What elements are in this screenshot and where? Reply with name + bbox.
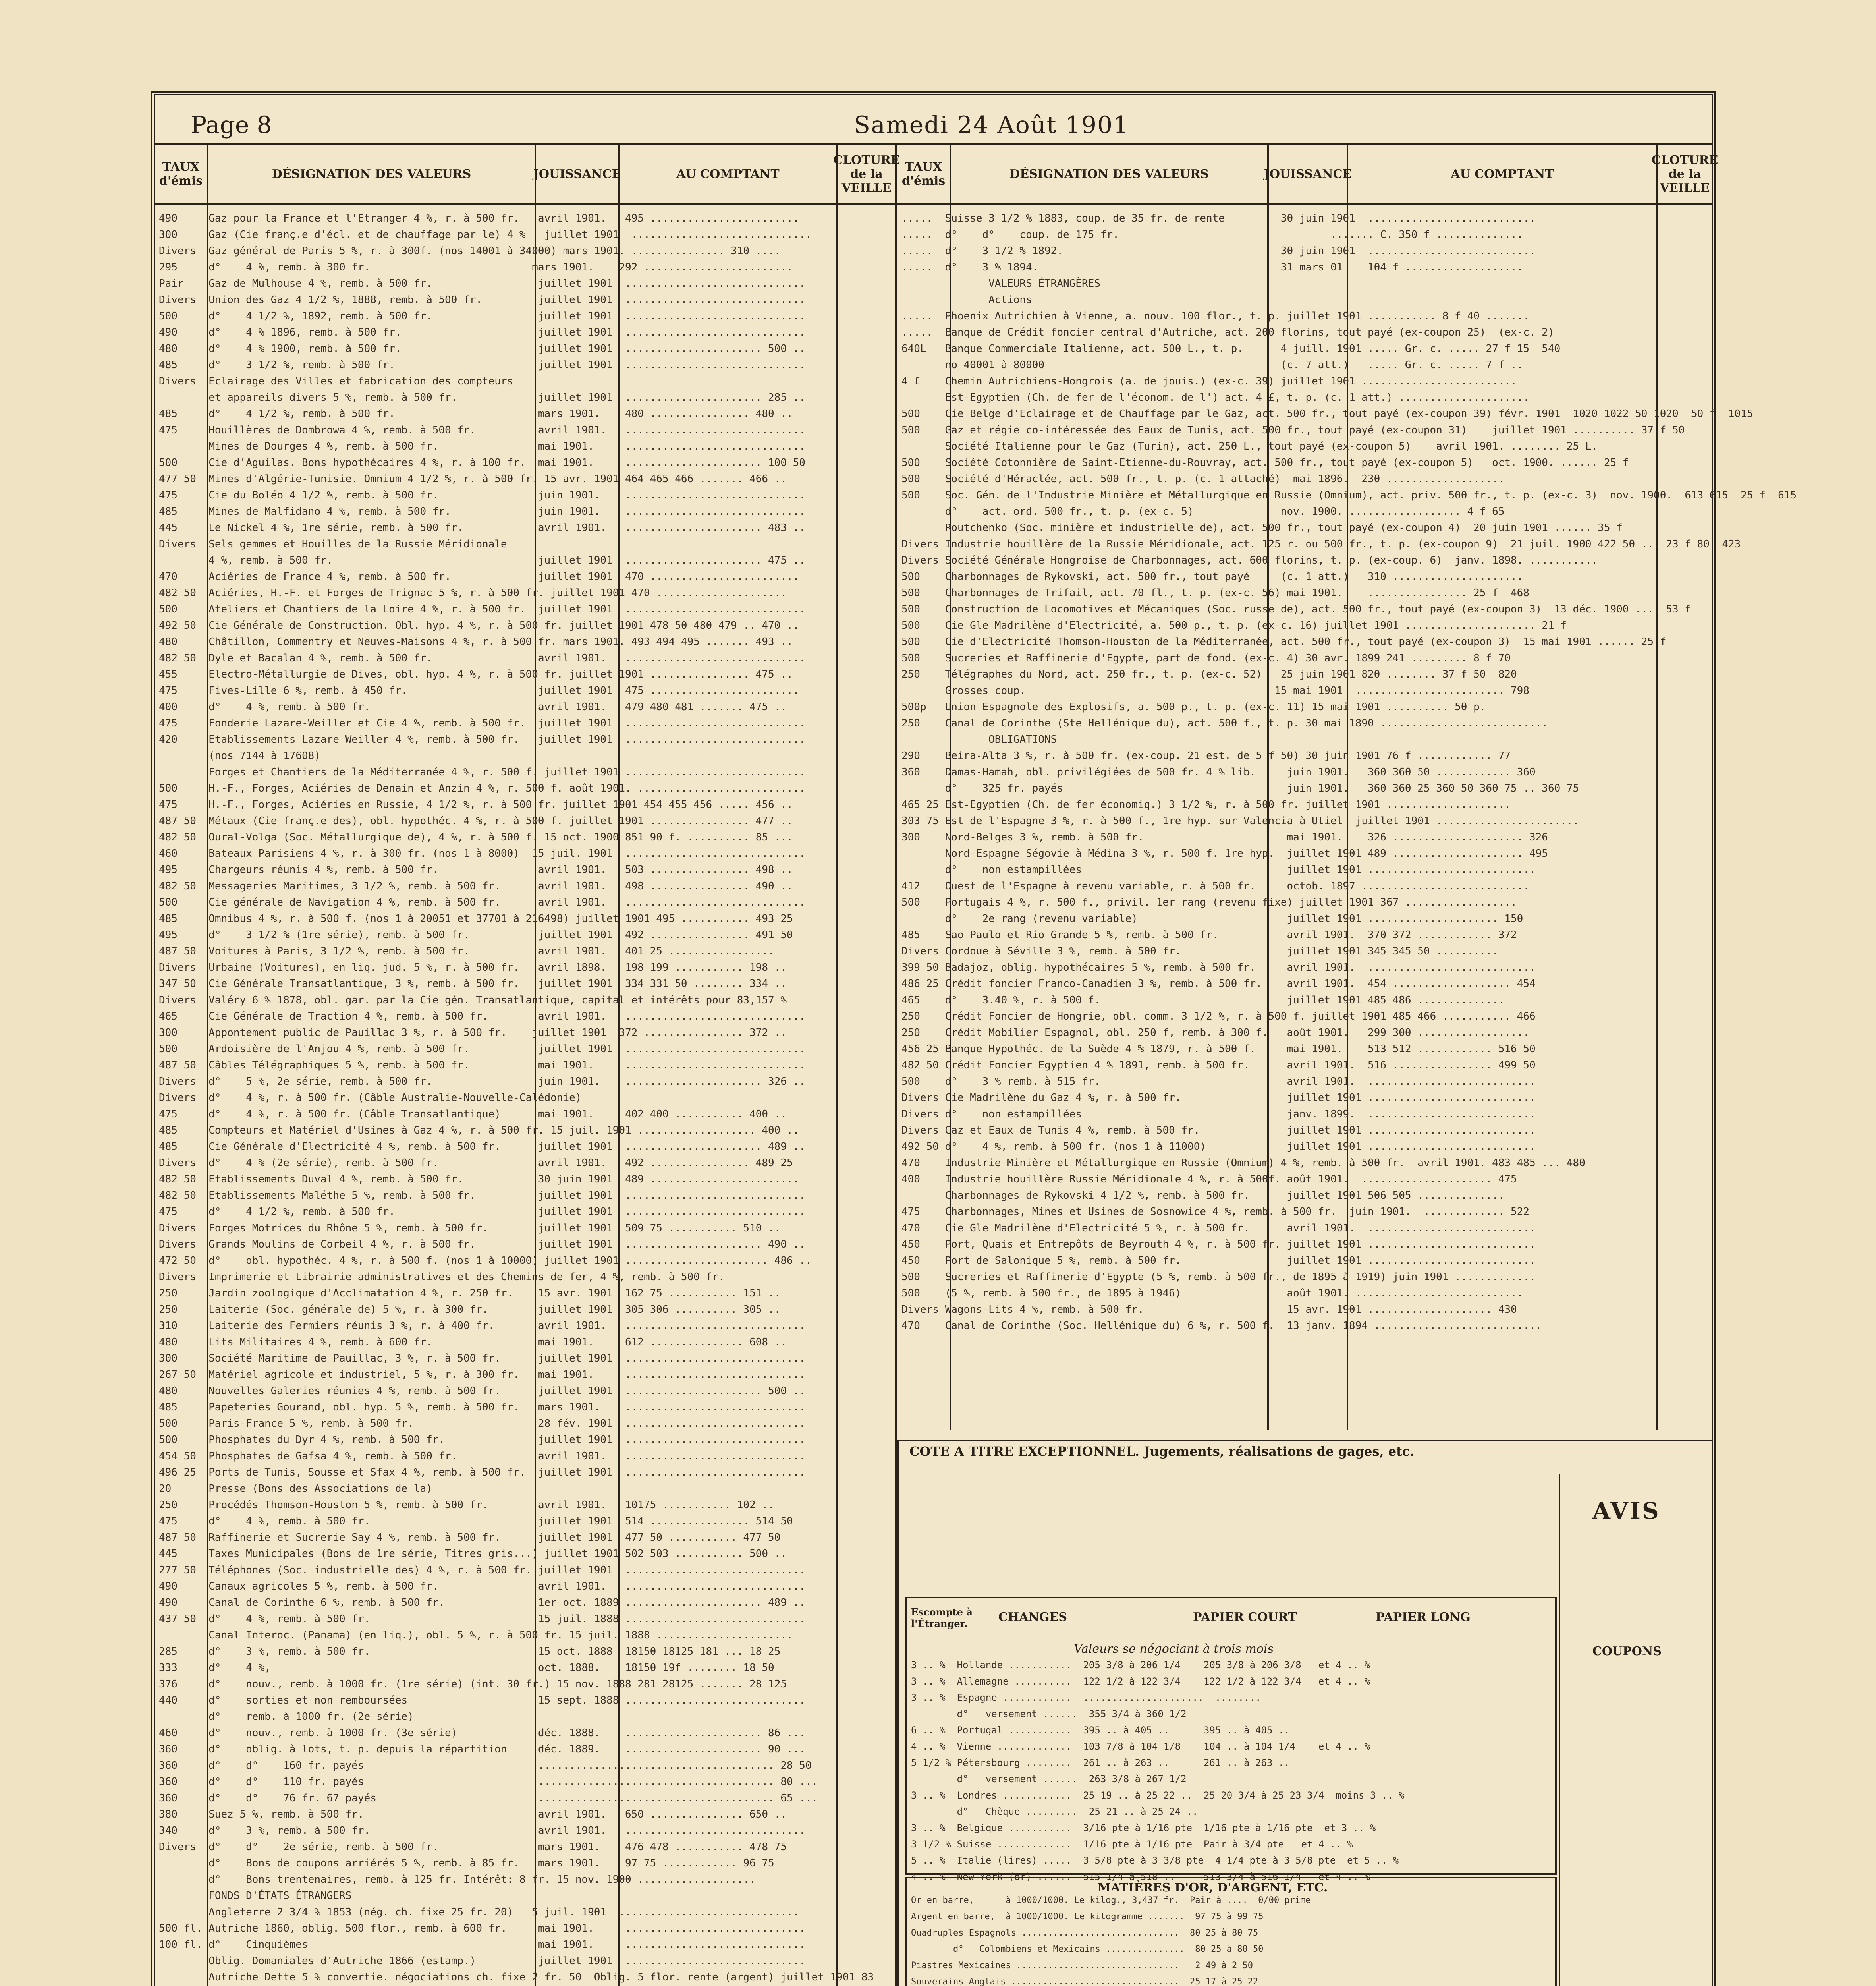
table-row: Divers d° 5 %, 2e série, remb. à 500 fr. juin 1901. ...................... 326 .. [159,1076,805,1088]
table-row: 487 50 Métaux (Cie franç.e des), obl. hypothéc. 4 %, r. à 500 f. juillet 1901 ................ 477 .. [159,815,793,827]
table-row: 640L Banque Commerciale Italienne, act. 500 L., t. p. 4 juill. 1901 ..... Gr. c. ..... 27 f 15 540 [901,343,1561,355]
table-row: 100 fl. d° Cinquièmes mai 1901. ............................. [159,1939,805,1951]
table-row: Pair Gaz de Mulhouse 4 %, remb. à 500 fr. juillet 1901 ............................. [159,278,805,290]
right-table-rows [901,211,1797,1434]
table-row: 500 Portugais 4 %, r. 500 f., privil. 1er rang (revenu fixe) juillet 1901 367 .................. [901,896,1517,908]
table-row: 400 d° 4 %, remb. à 500 fr. avril 1901. 479 480 481 ....... 475 .. [159,701,787,713]
table-row: 347 50 Cie Générale Transatlantique, 3 %, remb. à 500 fr. juillet 1901 334 331 50 ........ 334 .. [159,978,787,990]
matieres-title: MATIÈRES D'OR, D'ARGENT, ETC. [1098,1881,1328,1895]
table-row: 250 Canal de Corinthe (Ste Hellénique du), act. 500 f., t. p. 30 mai 1890 ........................... [901,717,1548,729]
table-row: Divers d° 4 %, r. à 500 fr. (Câble Australie-Nouvelle-Calédonie) [159,1092,582,1104]
changes-subtitle-3mois: Valeurs se négociant à trois mois [1074,1642,1274,1656]
table-row: 3 .. % Espagne ............ ..................... ........ [911,1692,1324,1703]
table-row: 310 Laiterie des Fermiers réunis 3 %, r. à 400 fr. avril 1901. ............................. [159,1320,805,1332]
table-row: d° 325 fr. payés juin 1901. 360 360 25 360 50 360 75 .. 360 75 [901,782,1579,794]
changes-col-court: PAPIER COURT [1193,1610,1297,1624]
table-row: 500 Phosphates du Dyr 4 %, remb. à 500 fr. juillet 1901 ............................. [159,1434,805,1446]
table-row: 4 .. % Vienne ............. 103 7/8 à 104 1/8 104 .. à 104 1/4 et 4 .. % [911,1741,1370,1752]
right-col-comptant: AU COMPTANT [1348,145,1658,205]
right-col-designation: DÉSIGNATION DES VALEURS [951,145,1269,205]
table-row: 500 Charbonnages de Trifail, act. 70 fl., t. p. (ex-c. 56) mai 1901. ................ 25 f 468 [901,587,1529,599]
table-row: 450 Port de Salonique 5 %, remb. à 500 fr. juillet 1901 ........................... [901,1255,1536,1267]
table-row: d° non estampillées juillet 1901 ........................... [901,864,1536,876]
table-row: Divers Industrie houillère de la Russie Méridionale, act. 125 r. ou 500 fr., t. p. (ex-coupon 9) 21 juil. 1900 422 50 ... 23 f 80 423 [901,538,1741,550]
table-row: 475 Cie du Boléo 4 1/2 %, remb. à 500 fr. juin 1901. ............................. [159,489,805,501]
changes-col-long: PAPIER LONG [1376,1610,1471,1624]
table-row: 480 d° 4 % 1900, remb. à 500 fr. juillet 1901 ...................... 500 .. [159,343,805,355]
table-row: 500 Charbonnages de Rykovski, act. 500 fr., tout payé (c. 1 att.) 310 ..................... [901,571,1523,583]
table-row: 470 Cie Gle Madrilène d'Electricité 5 %, r. à 500 fr. avril 1901. ........................... [901,1222,1536,1234]
table-row: 460 Bateaux Parisiens 4 %, r. à 300 fr. (nos 1 à 8000) 15 juil. 1901 ............................. [159,848,805,860]
table-row: 475 d° 4 %, remb. à 500 fr. juillet 1901 514 ................ 514 50 [159,1515,793,1527]
table-row: 495 Chargeurs réunis 4 %, remb. à 500 fr. avril 1901. 503 ................ 498 .. [159,864,793,876]
table-row: 4 %, remb. à 500 fr. juillet 1901 ...................... 475 .. [159,554,805,566]
table-row: Forges et Chantiers de la Méditerranée 4 %, r. 500 f. juillet 1901 ............................. [159,766,805,778]
table-row: ..... Suisse 3 1/2 % 1883, coup. de 35 fr. de rente 30 juin 1901 ........................... [901,213,1536,224]
page-date: Samedi 24 Août 1901 [854,111,1129,139]
table-row: Canal Interoc. (Panama) (en liq.), obl. 5 %, r. à 500 fr. 15 juil. 1888 ...................... [159,1629,793,1641]
table-row: Divers d° d° 2e série, remb. à 500 fr. mars 1901. 476 478 ........... 478 75 [159,1841,787,1853]
table-row: 455 Electro-Métallurgie de Dives, obl. hyp. 4 %, r. à 500 fr. juillet 1901 ................ 475 .. [159,668,793,680]
table-row: 472 50 d° obl. hypothéc. 4 %, r. à 500 f. (nos 1 à 10000) juillet 1901 ....................... 486 .. [159,1255,812,1267]
left-col-comptant: AU COMPTANT [620,145,838,205]
table-row: 475 Houillères de Dombrowa 4 %, remb. à 500 fr. avril 1901. ............................. [159,424,805,436]
table-row: 300 Nord-Belges 3 %, remb. à 500 fr. mai 1901. 326 ..................... 326 [901,831,1548,843]
table-row: 500 Ateliers et Chantiers de la Loire 4 %, r. à 500 fr. juillet 1901 ............................. [159,603,805,615]
table-row: 500 d° 4 1/2 %, 1892, remb. à 500 fr. juillet 1901 ............................. [159,310,805,322]
table-row: d° Bons de coupons arriérés 5 %, remb. à 85 fr. mars 1901. 97 75 ............ 96 75 [159,1857,774,1869]
table-row: Oblig. Domaniales d'Autriche 1866 (estamp.) juillet 1901 ............................. [159,1955,805,1967]
table-row: 445 Taxes Municipales (Bons de 1re série, Titres gris...) juillet 1901 502 503 ........... 500 .. [159,1548,787,1560]
table-row: 470 Industrie Minière et Métallurgique en Russie (Omnium) 4 %, remb. à 500 fr. avril 1901. 483 485 ... 480 [901,1157,1585,1169]
table-row: ..... d° d° coup. de 175 fr. ....... C. 350 f .............. [901,229,1523,241]
table-row: Charbonnages de Rykovski 4 1/2 %, remb. à 500 fr. juillet 1901 506 505 .............. [901,1190,1505,1202]
table-row: 500 Cie générale de Navigation 4 %, remb. à 500 fr. avril 1901. ............................. [159,896,805,908]
table-row: 290 Beira-Alta 3 %, r. à 500 fr. (ex-coup. 21 est. de 5 f 50) 30 juin 1901 76 f ............ 77 [901,750,1511,762]
table-row: Est-Egyptien (Ch. de fer de l'économ. de l') act. 4 £, t. p. (c. 1 att.) ..................... [901,392,1529,404]
table-row: 482 50 Messageries Maritimes, 3 1/2 %, remb. à 500 fr. avril 1901. 498 ................ 490 .. [159,880,793,892]
table-row: 300 Appontement public de Pauillac 3 %, r. à 500 fr. juillet 1901 372 ................ 372 .. [159,1027,787,1039]
table-row: 4 .. % New-York (or) ...... 515 1/4 à 518 .. 513 3/4 à 516 1/4 et 4 .. % [911,1871,1370,1882]
table-row: (nos 7144 à 17608) [159,750,538,762]
table-row: 487 50 Voitures à Paris, 3 1/2 %, remb. à 500 fr. avril 1901. 401 25 ................. [159,945,774,957]
table-row: 496 25 Ports de Tunis, Sousse et Sfax 4 %, remb. à 500 fr. juillet 1901 ............................. [159,1466,805,1478]
table-row: 500 Construction de Locomotives et Mécaniques (Soc. russe de), act. 500 fr., tout payé (ex-coupon 3) 13 déc. 1900 .... 53 f [901,603,1691,615]
table-row: 3 .. % Hollande ........... 205 3/8 à 206 1/4 205 3/8 à 206 3/8 et 4 .. % [911,1660,1370,1671]
table-row: Actions [901,294,1032,306]
table-row: 500 Paris-France 5 %, remb. à 500 fr. 28 fév. 1901 ............................. [159,1418,805,1430]
table-row: 450 Port, Quais et Entrepôts de Beyrouth 4 %, r. à 500 fr. juillet 1901 ........................... [901,1238,1536,1250]
table-row: 360 Damas-Hamah, obl. privilégiées de 500 fr. 4 % lib. juin 1901. 360 360 50 ............ 360 [901,766,1536,778]
table-row: Argent en barre, à 1000/1000. Le kilogramme ....... 97 75 à 99 75 [911,1912,1264,1922]
right-col-cloture: CLOTURE de la VEILLE [1658,145,1712,205]
table-row: d° remb. à 1000 fr. (2e série) [159,1711,538,1723]
table-row: d° Bons trentenaires, remb. à 125 fr. Intérêt: 8 fr. 15 nov. 1900 ................... [159,1874,756,1886]
table-row: Routchenko (Soc. minière et industrielle de), act. 500 fr., tout payé (ex-coupon 4) 20 juin 1901 ...... 35 f [901,522,1623,534]
table-row: Divers Forges Motrices du Rhône 5 %, remb. à 500 fr. juillet 1901 509 75 ........... 510 .. [159,1222,781,1234]
table-row: 482 50 Dyle et Bacalan 4 %, remb. à 500 fr. avril 1901. ............................. [159,652,805,664]
table-row: 20 Presse (Bons des Associations de la) [159,1483,538,1495]
table-row: 482 50 Etablissements Maléthe 5 %, remb. à 500 fr. juillet 1901 ............................. [159,1190,805,1202]
table-row: 5 .. % Italie (lires) ..... 3 5/8 pte à 3 3/8 pte 4 1/4 pte à 3 5/8 pte et 5 .. % [911,1855,1399,1866]
avis-label: AVIS [1592,1497,1660,1524]
table-row: d° act. ord. 500 fr., t. p. (ex-c. 5) nov. 1900. .................. 4 f 65 [901,506,1505,518]
table-row: 6 .. % Portugal ........... 395 .. à 405 .. 395 .. à 405 .. [911,1725,1318,1736]
table-row: 445 Le Nickel 4 %, 1re série, remb. à 500 fr. avril 1901. ...................... 483 .. [159,522,805,534]
table-row: 487 50 Raffinerie et Sucrerie Say 4 %, remb. à 500 fr. juillet 1901 477 50 ........... 477 50 [159,1532,781,1544]
table-row: 456 25 Banque Hypothéc. de la Suède 4 % 1879, r. à 500 f. mai 1901. 513 512 ............ 516 50 [901,1043,1536,1055]
table-row: 465 d° 3.40 %, r. à 500 f. juillet 1901 485 486 .............. [901,994,1505,1006]
table-row: Nord-Espagne Ségovie à Médina 3 %, r. 500 f. 1re hyp. juillet 1901 489 ..................... 495 [901,848,1548,860]
table-row: 300 Gaz (Cie franç.e d'écl. et de chauffage par le) 4 % juillet 1901 ............................. [159,229,812,241]
page-header [155,95,1712,145]
left-col-designation: DÉSIGNATION DES VALEURS [208,145,536,205]
coupons-label: COUPONS [1592,1644,1662,1658]
table-row: 500 (5 %, remb. à 500 fr., de 1895 à 1946) août 1901. ........................... [901,1287,1523,1299]
left-col-jouissance: JOUISSANCE [536,145,620,205]
table-row: Divers Union des Gaz 4 1/2 %, 1888, remb. à 500 fr. juillet 1901 ............................. [159,294,805,306]
table-row: 482 50 Oural-Volga (Soc. Métallurgique de), 4 %, r. à 500 f. 15 oct. 1900 851 90 f. .......... 85 ... [159,831,793,843]
table-row: 492 50 Cie Générale de Construction. Obl. hyp. 4 %, r. à 500 fr. juillet 1901 478 50 480 479 .. 470 .. [159,620,799,632]
table-row: 500 Gaz et régie co-intéressée des Eaux de Tunis, act. 500 fr., tout payé (ex-coupon 31) juillet 1901 .......... 37 f 50 [901,424,1685,436]
table-row: d° 2e rang (revenu variable) juillet 1901 ..................... 150 [901,913,1523,925]
table-row: 333 d° 4 %, oct. 1888. 18150 19f ........ 18 50 [159,1662,774,1674]
table-row: 500 Cie Gle Madrilène d'Electricité, a. 500 p., t. p. (ex-c. 16) juillet 1901 ..................... 21 f [901,620,1567,632]
table-row: 440 d° sorties et non remboursées 15 sept. 1888 ............................. [159,1694,805,1706]
table-row: 480 Châtillon, Commentry et Neuves-Maisons 4 %, r. à 500 fr. mars 1901. 493 494 495 ....... 493 .. [159,636,793,648]
table-row: 250 Crédit Foncier de Hongrie, obl. comm. 3 1/2 %, r. à 500 f. juillet 1901 485 466 ........... 466 [901,1010,1536,1022]
table-row: 500 Société d'Héraclée, act. 500 fr., t. p. (c. 1 attaché) mai 1896. 230 ................... [901,473,1505,485]
table-row: d° versement ...... 355 3/4 à 360 1/2 [911,1708,1318,1719]
table-row: 475 H.-F., Forges, Aciéries en Russie, 4 1/2 %, r. à 500 fr. juillet 1901 454 455 456 ..... 456 .. [159,799,793,811]
table-row: 482 50 Aciéries, H.-F. et Forges de Trignac 5 %, r. à 500 fr. juillet 1901 470 ..................... [159,587,787,599]
table-row: 485 Cie Générale d'Electricité 4 %, remb. à 500 fr. juillet 1901 ...................... 489 .. [159,1141,805,1153]
table-row: 482 50 Etablissements Duval 4 %, remb. à 500 fr. 30 juin 1901 489 ........................ [159,1173,799,1185]
table-row: Divers d° 4 % (2e série), remb. à 500 fr. avril 1901. 492 ................ 489 25 [159,1157,793,1169]
table-row: Divers Valéry 6 % 1878, obl. gar. par la Cie gén. Transatlantique, capital et intérêts pour 83,157 % [159,994,787,1006]
table-row: 500 d° 3 % remb. à 515 fr. avril 1901. ........................... [901,1076,1536,1088]
table-row: 500 fl. Autriche 1860, oblig. 500 flor., remb. à 600 fr. mai 1901. ............................. [159,1922,805,1934]
table-row: 250 Télégraphes du Nord, act. 250 fr., t. p. (ex-c. 52) 25 juin 1901 820 ........ 37 f 50 820 [901,668,1517,680]
matieres-box [905,1877,1557,1986]
table-row: Autriche Dette 5 % convertie. négociations ch. fixe 2 fr. 50 Oblig. 5 flor. rente (argent) juillet 1901 83 [159,1971,874,1983]
table-row: 485 d° 4 1/2 %, remb. à 500 fr. mars 1901. 480 ................ 480 .. [159,408,793,420]
table-row: Divers Imprimerie et Librairie administratives et des Chemins de fer, 4 %, remb. à 500 fr. [159,1271,725,1283]
changes-col-changes: CHANGES [998,1610,1067,1624]
table-row: 277 50 Téléphones (Soc. industrielle des) 4 %, r. à 500 fr. juillet 1901 ............................. [159,1564,805,1576]
table-row: 500p Union Espagnole des Explosifs, a. 500 p., t. p. (ex-c. 11) 15 mai 1901 .......... 50 p. [901,701,1486,713]
table-row: 490 d° 4 % 1896, remb. à 500 fr. juillet 1901 ............................. [159,326,805,338]
table-row: Or en barre, à 1000/1000. Le kilog., 3,437 fr. Pair à .... 0/00 prime [911,1895,1311,1905]
table-row: Divers Gaz et Eaux de Tunis 4 %, remb. à 500 fr. juillet 1901 ........................... [901,1124,1536,1136]
table-row: 475 Fives-Lille 6 %, remb. à 450 fr. juillet 1901 475 ........................ [159,685,799,697]
table-row: 485 d° 3 1/2 %, remb. à 500 fr. juillet 1901 ............................. [159,359,805,371]
newspaper-page [151,91,1797,1986]
table-row: 486 25 Crédit foncier Franco-Canadien 3 %, remb. à 500 fr. avril 1901. 454 ................... 454 [901,978,1536,990]
table-row: 460 d° nouv., remb. à 1000 fr. (3e série) déc. 1888. ...................... 86 ... [159,1727,805,1739]
table-row: 477 50 Mines d'Algérie-Tunisie. Omnium 4 1/2 %, r. à 500 fr. 15 avr. 1901 464 465 466 ....... 466 .. [159,473,787,485]
table-row: ..... Banque de Crédit foncier central d'Autriche, act. 200 florins, tout payé (ex-coupon 25) (ex-c. 2) [901,326,1554,338]
table-row: 465 Cie Générale de Traction 4 %, remb. à 500 fr. avril 1901. ............................. [159,1010,805,1022]
table-row: 500 Sucreries et Raffinerie d'Egypte, part de fond. (ex-c. 4) 30 avr. 1899 241 ......... 8 f 70 [901,652,1511,664]
table-row: Divers Cie Madrilène du Gaz 4 %, r. à 500 fr. juillet 1901 ........................... [901,1092,1536,1104]
table-row: 267 50 Matériel agricole et industriel, 5 %, r. à 300 fr. mai 1901. ............................. [159,1369,805,1381]
table-row: 500 Sucreries et Raffinerie d'Egypte (5 %, remb. à 500 fr., de 1895 à 1919) juin 1901 ............. [901,1271,1536,1283]
table-row: 490 Canal de Corinthe 6 %, remb. à 500 fr. 1er oct. 1889 ...................... 489 .. [159,1597,805,1609]
table-row: 490 Gaz pour la France et l'Etranger 4 %, r. à 500 fr. avril 1901. 495 ........................ [159,213,799,224]
table-row: 500 Soc. Gén. de l'Industrie Minière et Métallurgique en Russie (Omnium), act. priv. 500 fr., t. p. (ex-c. 3) nov. 1900. 613 615 25 f 615 [901,489,1797,501]
table-row: 360 d° d° 76 fr. 67 payés ...................................... 65 ... [159,1792,818,1804]
table-row: 250 Jardin zoologique d'Acclimatation 4 %, r. 250 fr. 15 avr. 1901 162 75 ........... 151 .. [159,1287,781,1299]
table-row: 482 50 Crédit Foncier Egyptien 4 % 1891, remb. à 500 fr. avril 1901. 516 ................ 499 50 [901,1059,1536,1071]
table-row: 360 d° d° 110 fr. payés ...................................... 80 ... [159,1776,818,1788]
table-row: Souverains Anglais ................................ 25 17 à 25 22 [911,1977,1258,1986]
table-row: 400 Industrie houillère Russie Méridionale 4 %, r. à 500f. août 1901. ..................... 475 [901,1173,1517,1185]
table-row: Divers Sels gemmes et Houilles de la Russie Méridionale [159,538,538,550]
table-row: 465 25 Est-Egyptien (Ch. de fer économiq.) 3 1/2 %, r. à 500 fr. juillet 1901 .................... [901,799,1511,811]
table-row: 295 d° 4 %, remb. à 300 fr. mars 1901. 292 ........................ [159,261,793,273]
changes-col-escompte: Escompte à l'Étranger. [911,1606,973,1629]
table-row: Divers Gaz général de Paris 5 %, r. à 300f. (nos 14001 à 34000) mars 1901. ............... 310 .... [159,245,781,257]
table-row: no 40001 à 80000 (c. 7 att.) ..... Gr. c. ..... 7 f .. [901,359,1523,371]
left-col-cloture: CLOTURE de la VEILLE [838,145,897,205]
table-row: 485 Sao Paulo et Rio Grande 5 %, remb. à 500 fr. avril 1901. 370 372 ............ 372 [901,929,1517,941]
exceptional-title: COTE A TITRE EXCEPTIONNEL. Jugements, réalisations de gages, etc. [909,1444,1415,1459]
table-row: 480 Lits Militaires 4 %, remb. à 600 fr. mai 1901. 612 ............... 608 .. [159,1336,787,1348]
table-row: VALEURS ÉTRANGÈRES [901,278,1100,290]
table-row: Quadruples Espagnols .............................. 80 25 à 80 75 [911,1928,1258,1938]
table-row: 487 50 Câbles Télégraphiques 5 %, remb. à 500 fr. mai 1901. ............................. [159,1059,805,1071]
table-row: 500 H.-F., Forges, Aciéries de Denain et Anzin 4 %, r. 500 f. août 1901. ........................... [159,782,805,794]
table-row: Divers Wagons-Lits 4 %, remb. à 500 fr. 15 avr. 1901 .................... 430 [901,1304,1517,1316]
table-row: 500 Cie Belge d'Eclairage et de Chauffage par le Gaz, act. 500 fr., tout payé (ex-coupon 39) févr. 1901 1020 1022 50 1020 50 f 1015 [901,408,1753,420]
table-row: 380 Suez 5 %, remb. à 500 fr. avril 1901. 650 ............... 650 .. [159,1808,787,1820]
left-col-taux: TAUX d'émis [155,145,208,205]
table-row: ..... Phoenix Autrichien à Vienne, a. nouv. 100 flor., t. p. juillet 1901 ........... 8 f 40 ....... [901,310,1529,322]
table-row: 376 d° nouv., remb. à 1000 fr. (1re série) (int. 30 fr.) 15 nov. 1888 281 28125 ....... 28 125 [159,1678,787,1690]
left-table-rows [159,211,896,1986]
right-col-taux: TAUX d'émis [897,145,951,205]
table-row: 475 Fonderie Lazare-Weiller et Cie 4 %, remb. à 500 fr. juillet 1901 ............................. [159,717,805,729]
table-row: 500 Ardoisière de l'Anjou 4 %, remb. à 500 fr. juillet 1901 ............................. [159,1043,805,1055]
table-row: 485 Papeteries Gourand, obl. hyp. 5 %, remb. à 500 fr. mars 1901. ............................. [159,1401,805,1413]
table-row: Divers Cordoue à Séville 3 %, remb. à 500 fr. juillet 1901 345 345 50 .......... [901,945,1498,957]
table-row: 437 50 d° 4 %, remb. à 500 fr. 15 juil. 1888 ............................. [159,1613,805,1625]
table-row: 480 Nouvelles Galeries réunies 4 %, remb. à 500 fr. juillet 1901 ...................... 500 .. [159,1385,805,1397]
table-row: 399 50 Badajoz, oblig. hypothécaires 5 %, remb. à 500 fr. avril 1901. ........................... [901,962,1536,974]
changes-table [905,1597,1557,1882]
table-row: d° Chèque ......... 25 21 .. à 25 24 .. [911,1806,1318,1817]
table-row: 475 d° 4 %, r. à 500 fr. (Câble Transatlantique) mai 1901. 402 400 ........... 400 .. [159,1108,787,1120]
table-row: Grosses coup. 15 mai 1901 ........................ 798 [901,685,1529,697]
table-row: 485 Compteurs et Matériel d'Usines à Gaz 4 %, r. à 500 fr. 15 juil. 1901 ................... 400 .. [159,1124,799,1136]
table-row: Piastres Mexicaines ............................... 2 49 à 2 50 [911,1961,1253,1971]
table-row: 3 .. % Belgique ........... 3/16 pte à 1/16 pte 1/16 pte à 1/16 pte et 3 .. % [911,1822,1376,1833]
table-row: Angleterre 2 3/4 % 1853 (nég. ch. fixe 25 fr. 20) 5 juil. 1901 ............................. [159,1906,799,1918]
table-row: 4 £ Chemin Autrichiens-Hongrois (a. de jouis.) (ex-c. 39) juillet 1901 ......................... [901,375,1517,387]
table-row: d° Colombiens et Mexicains ............... 80 25 à 80 50 [911,1944,1264,1954]
table-row: 360 d° d° 160 fr. payés ...................................... 28 50 [159,1760,812,1772]
table-row: 485 Mines de Malfidano 4 %, remb. à 500 fr. juin 1901. ............................. [159,506,805,518]
table-row: ..... d° 3 % 1894. 31 mars 01 104 f ................... [901,261,1523,273]
table-row: Divers Grands Moulins de Corbeil 4 %, r. à 500 fr. juillet 1901 ...................... 490 .. [159,1238,805,1250]
table-row: 3 .. % Londres ............ 25 19 .. à 25 22 .. 25 20 3/4 à 25 23 3/4 moins 3 .. % [911,1790,1405,1801]
table-row: 490 Canaux agricoles 5 %, remb. à 500 fr. avril 1901. ............................. [159,1580,805,1592]
table-row: Société Italienne pour le Gaz (Turin), act. 250 L., tout payé (ex-coupon 5) avril 1901. ........ 25 L. [901,440,1598,452]
table-row: et appareils divers 5 %, remb. à 500 fr. juillet 1901 ...................... 285 .. [159,392,805,404]
table-row: 485 Omnibus 4 %, r. à 500 f. (nos 1 à 20051 et 37701 à 216498) juillet 1901 495 ........... 493 25 [159,913,793,925]
changes-rows [911,1658,1554,1882]
table-row: FONDS D'ÉTATS ÉTRANGERS [159,1890,538,1902]
table-row: 454 50 Phosphates de Gafsa 4 %, remb. à 500 fr. avril 1901. ............................. [159,1450,805,1462]
page-number: Page 8 [191,111,272,139]
table-row: 340 d° 3 %, remb. à 500 fr. avril 1901. ............................. [159,1825,805,1837]
table-row: Divers d° non estampillées janv. 1899. ........................... [901,1108,1536,1120]
table-row: 420 Etablissements Lazare Weiller 4 %, remb. à 500 fr. juillet 1901 ............................. [159,734,805,746]
table-row: ..... d° 3 1/2 % 1892. 30 juin 1901 ........................... [901,245,1536,257]
table-row: Divers Eclairage des Villes et fabrication des compteurs [159,375,538,387]
table-row: 500 Cie d'Electricité Thomson-Houston de la Méditerranée, act. 500 fr., tout payé (ex-coupon 3) 15 mai 1901 ...... 25 f [901,636,1666,648]
table-row: 475 Charbonnages, Mines et Usines de Sosnowice 4 %, remb. à 500 fr. juin 1901. ............. 522 [901,1206,1529,1218]
table-row: 3 1/2 % Suisse ............. 1/16 pte à 1/16 pte Pair à 3/4 pte et 4 .. % [911,1839,1353,1850]
table-row: 492 50 d° 4 %, remb. à 500 fr. (nos 1 à 11000) juillet 1901 ........................... [901,1141,1536,1153]
table-row: 3 .. % Allemagne .......... 122 1/2 à 122 3/4 122 1/2 à 122 3/4 et 4 .. % [911,1676,1370,1687]
table-row: d° versement ...... 263 3/8 à 267 1/2 [911,1773,1318,1785]
table-row: 475 d° 4 1/2 %, remb. à 500 fr. juillet 1901 ............................. [159,1206,805,1218]
right-col-jouissance: JOUISSANCE [1269,145,1348,205]
rule [1559,1474,1560,1986]
table-row: Divers Urbaine (Voitures), en liq. jud. 5 %, r. à 500 fr. avril 1898. 198 199 ........... 198 .. [159,962,787,974]
table-row: 250 Procédés Thomson-Houston 5 %, remb. à 500 fr. avril 1901. 10175 ........... 102 .. [159,1499,774,1511]
table-row: OBLIGATIONS [901,734,1057,746]
table-row: 250 Laiterie (Soc. générale de) 5 %, r. à 300 fr. juillet 1901 305 306 .......... 305 .. [159,1304,781,1316]
matieres-rows [911,1896,1554,1986]
table-row: 360 d° oblig. à lots, t. p. depuis la répartition déc. 1889. ...................... 90 ... [159,1743,805,1755]
table-row: 250 Crédit Mobilier Espagnol, obl. 250 f, remb. à 300 f. août 1901. 299 300 .................. [901,1027,1529,1039]
table-row: 5 1/2 % Pétersbourg ........ 261 .. à 263 .. 261 .. à 263 .. [911,1757,1318,1768]
table-row: 412 Ouest de l'Espagne à revenu variable, r. à 500 fr. octob. 1897 ........................... [901,880,1529,892]
table-row: Mines de Dourges 4 %, remb. à 500 fr. mai 1901. ............................. [159,440,805,452]
table-row: 470 Canal de Corinthe (Soc. Hellénique du) 6 %, r. 500 f. 13 janv. 1894 ........................... [901,1320,1542,1332]
table-row: 495 d° 3 1/2 % (1re série), remb. à 500 fr. juillet 1901 492 ................ 491 50 [159,929,793,941]
table-row: 285 d° 3 %, remb. à 500 fr. 15 oct. 1888 18150 18125 181 ... 18 25 [159,1646,781,1658]
table-row: 303 75 Est de l'Espagne 3 %, r. à 500 f., 1re hyp. sur Valencia à Utiel juillet 1901 ....................... [901,815,1579,827]
table-row: Divers Société Générale Hongroise de Charbonnages, act. 600 florins, t. p. (ex-coup. 6) janv. 1898. ........... [901,554,1598,566]
table-row: 500 Société Cotonnière de Saint-Etienne-du-Rouvray, act. 500 fr., tout payé (ex-coupon 5) oct. 1900. ...... 25 f [901,457,1629,469]
table-row: 500 Cie d'Aguilas. Bons hypothécaires 4 %, r. à 100 fr. mai 1901. ...................... 100 50 [159,457,805,469]
table-row: 300 Société Maritime de Pauillac, 3 %, r. à 500 fr. juillet 1901 ............................. [159,1352,805,1364]
table-row: 470 Aciéries de France 4 %, remb. à 500 fr. juillet 1901 470 ........................ [159,571,799,583]
